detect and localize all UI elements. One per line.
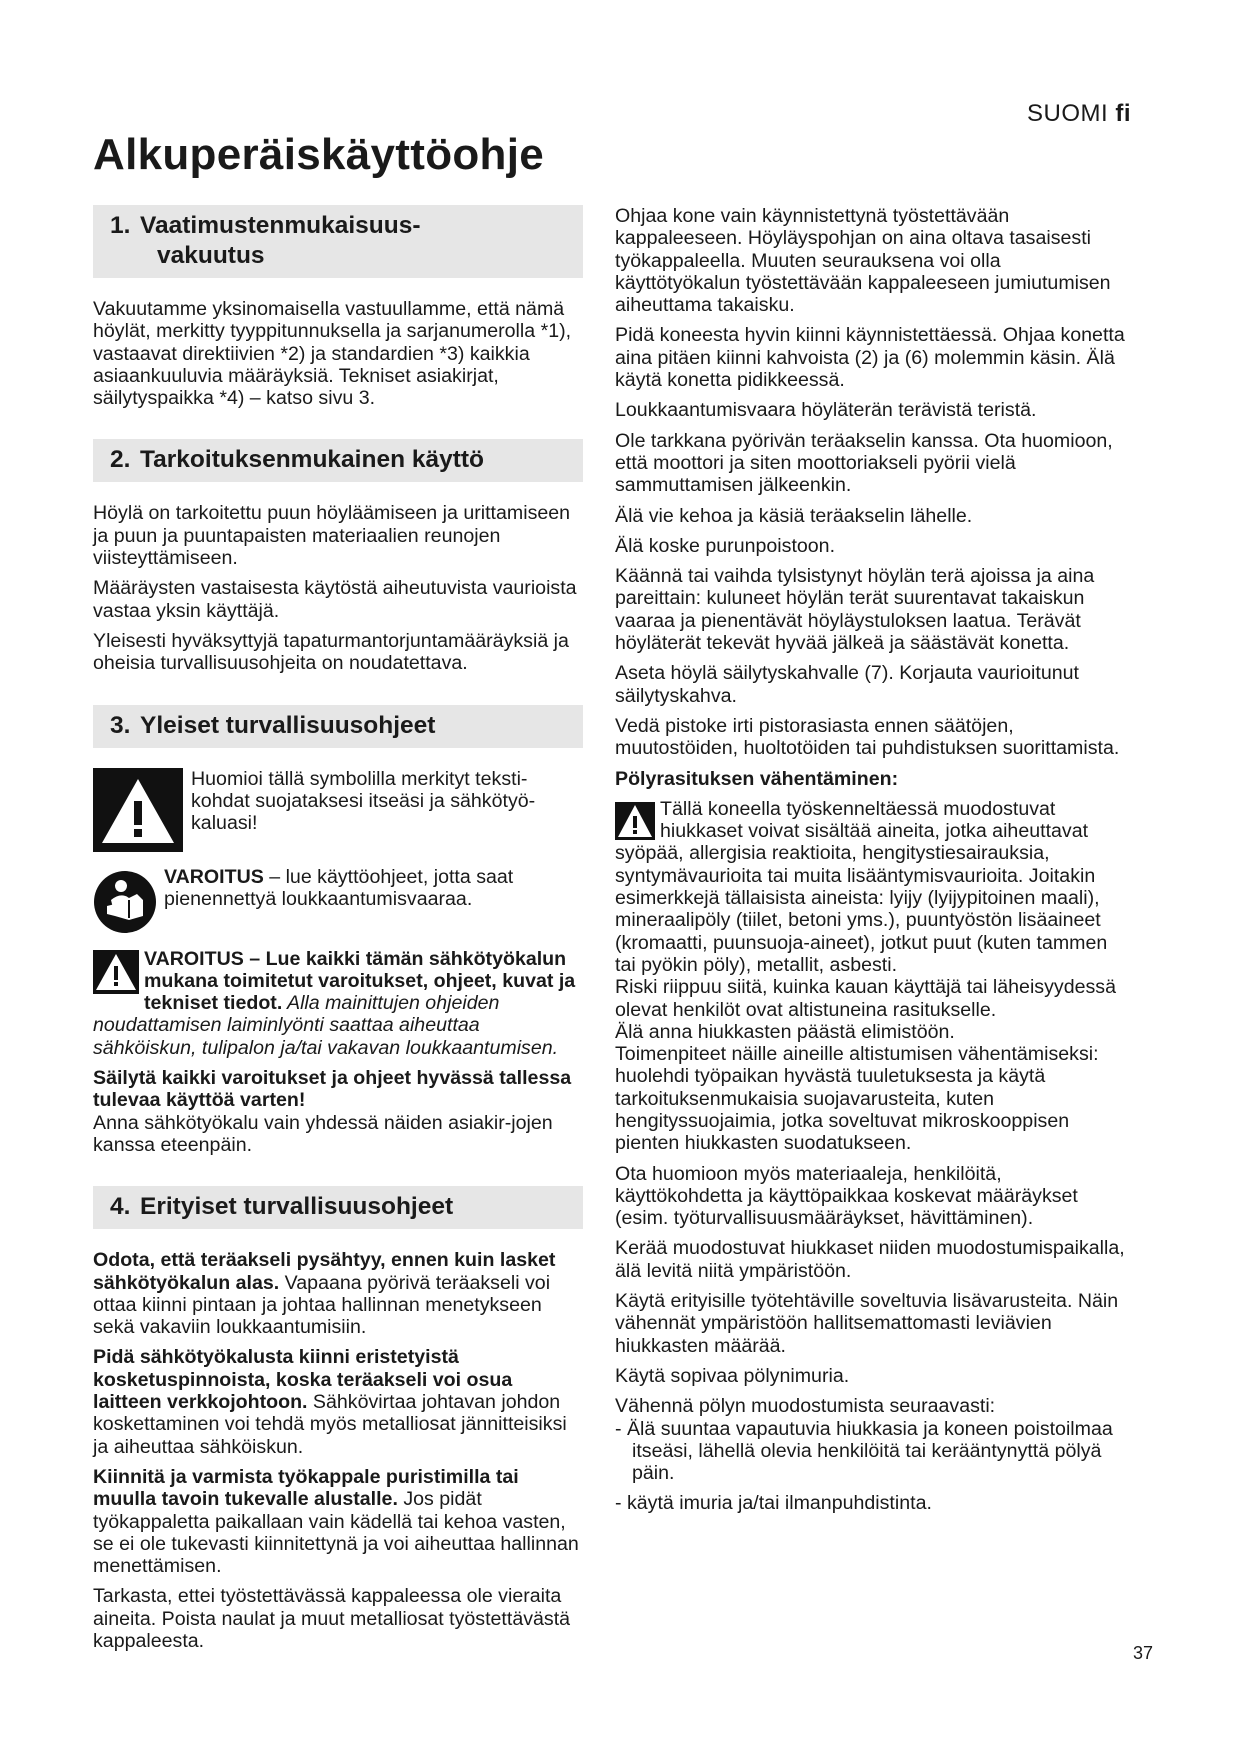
section-1-text: Vakuutamme yksinomaisella vastuullamme, että nämä höylät, merkitty tyyppitunnuksella ja sarjanumerolla *1), vastaavat direktiivien *2) ja standardien *3) kaikkia asiaankuuluvia määräyksiä. Tekniset asiakirjat, säilytyspaikka *4) – katso sivu 3. (93, 298, 572, 410)
section-4-heading: 4. Erityiset turvallisuusohjeet (93, 1186, 583, 1229)
section-4-p1: Odota, että teräakseli pysähtyy, ennen kuin lasket sähkötyökalun alas. Vapaana pyörivä teräakseli voi ottaa kiinni pintaan ja johtaa hallinnan menetykseen sekä vakaviin loukkaantumisiin. (93, 1249, 556, 1339)
general-warning-paragraph: VAROITUS – Lue kaikki tämän sähkötyökalun mukana toimitetut varoitukset, ohjeet, kuvat ja tekniset tiedot. Alla mainittujen ohjeiden noudattamisen laiminlyönti saattaa aiheuttaa sähköiskun, tulipalon ja/tai vakavan loukkaantumisen. (93, 947, 576, 1059)
section-2-p2: Määräysten vastaisesta käytöstä aiheutuvista vaurioista vastaa yksin käyttäjä. (93, 577, 577, 622)
page-number: 37 (1132, 1643, 1153, 1663)
right-p5: Älä vie kehoa ja käsiä teräakselin lähelle. (615, 504, 973, 527)
left-column (93, 205, 583, 1660)
read-manual-text: VAROITUS – lue käyttöohjeet, jotta saat pienennettyä loukkaantumisvaaraa. (164, 865, 514, 910)
right-p12: Käytä erityisille työtehtäville soveltuvia lisävarusteita. Näin vähennät ympäristöön hallitsemattomasti leviävien hiukkasten määrää. (615, 1290, 1119, 1357)
pass-on-instructions: Anna sähkötyökalu vain yhdessä näiden asiakir-jojen kanssa eteenpäin. (93, 1111, 553, 1156)
section-2-heading: 2. Tarkoituksenmukainen käyttö (93, 439, 583, 482)
section-2-p1: Höylä on tarkoitettu puun höyläämiseen ja urittamiseen ja puun ja puuntapaisten materiaalien reunojen viisteyttämiseen. (93, 502, 571, 570)
section-3-heading: 3. Yleiset turvallisuusohjeet (93, 705, 583, 748)
section-2-p3: Yleisesti hyväksyttyjä tapaturmantorjuntamääräyksiä ja oheisia turvallisuusohjeita on noudatettava. (93, 629, 569, 675)
right-p3: Loukkaantumisvaara höyläterän terävistä teristä. (615, 399, 1037, 422)
read-manual-row (93, 866, 583, 934)
section-1-heading: 1. Vaatimustenmukaisuus- vakuutus (93, 205, 583, 278)
read-manual-icon (93, 870, 157, 934)
right-p8: Aseta höylä säilytyskahvalle (7). Korjauta vaurioitunut säilytyskahva. (615, 662, 1079, 707)
page-title: Alkuperäiskäyttöohje (93, 130, 545, 179)
right-p1: Ohjaa kone vain käynnistettynä työstettävään kappaleeseen. Höyläyspohjan on aina oltava tasaisesti työkappaleella. Muuten seurauksena voi olla käyttötyökalun työstettävään kappaleeseen jumiutumisen aiheuttama takaisku. (615, 205, 1111, 317)
right-p13: Käytä sopivaa pölynimuria. (615, 1364, 850, 1387)
language-name: SUOMI (1026, 100, 1109, 127)
dust-list-item: - Älä suuntaa vapautuvia hiukkasia ja koneen poistoilmaa itseäsi, lähellä olevia henkilöitä tai kerääntynyttä pölyä päin. (615, 1417, 1113, 1485)
right-p6: Älä koske purunpoistoon. (615, 534, 836, 557)
language-code: fi (1115, 100, 1131, 127)
right-p2: Pidä koneesta hyvin kiinni käynnistettäessä. Ohjaa konetta aina pitäen kiinni kahvoista (2) ja (6) molemmin käsin. Älä käytä konetta pidikkeessä. (615, 324, 1125, 392)
right-p9: Vedä pistoke irti pistorasiasta ennen säätöjen, muutostöiden, huoltotöiden tai puhdistuksen suorittamista. (615, 714, 1120, 760)
language-label (1027, 100, 1131, 128)
section-4-p4: Tarkasta, ettei työstettävässä kappaleessa ole vieraita aineita. Poista naulat ja muut metalliosat työstettävästä kappaleesta. (93, 1585, 571, 1652)
right-column (615, 205, 1125, 1523)
right-p7: Käännä tai vaihda tylsistynyt höylän terä ajoissa ja aina pareittain: kuluneet höylän terät suurentavat takaiskun vaaraa ja pienentävät höyläystuloksen laatua. Terävät höyläterät tekevät hyvää jälkeä ja säästävät konetta. (615, 565, 1095, 655)
dust-list-item: - käytä imuria ja/tai ilmanpuhdistinta. (615, 1492, 932, 1515)
right-p4: Ole tarkkana pyörivän teräakselin kanssa. Ota huomioon, että moottori ja siten moottoriakseli pyörii vielä sammuttamisen jälkeenkin. (615, 429, 1113, 497)
warning-triangle-small-icon (93, 950, 139, 994)
dust-p2: Riski riippuu siitä, kuinka kauan käyttäjä tai läheisyydessä olevat henkilöt ovat altistuneina rasitukselle. (615, 976, 1116, 1021)
dust-p3: Älä anna hiukkasten päästä elimistöön. (615, 1020, 955, 1043)
warning-triangle-icon (93, 768, 183, 852)
dust-p1: Tällä koneella työskenneltäessä muodostuvat hiukkaset voivat sisältää aineita, jotka aiheuttavat syöpää, allergisia reaktioita, hengitystiesairauksia, syntymävaurioita tai muita lisääntymisvaurioita. Joitakin esimerkkejä tällaisista aineista: lyijy (lyijypitoinen maali), mineraalipöly (tiilet, betoni yms.), puuntyöstön lisäaineet (kromaatti, puunsuoja-aineet), jotkut puut (kuten tammen tai pyökin pöly), metallit, asbesti. (615, 797, 1108, 976)
dust-warning-icon (615, 802, 655, 840)
section-4-p3: Kiinnitä ja varmista työkappale puristimilla tai muulla tavoin tukevalle alustalle. Jos pidät työkappaletta paikallaan vain kädellä tai kehoa vasten, se ei ole tukevasti kiinnitettynä ja voi aiheuttaa hallinnan menettämisen. (93, 1465, 579, 1578)
dust-p4: Toimenpiteet näille aineille altistumisen vähentämiseksi: huolehdi työpaikan hyvästä tuuletuksesta ja käytä tarkoituksenmukaisia suojavarusteita, kuten hengityssuojaimia, jotka soveltuvat mikroskooppisen pienten hiukkasten suodatukseen. (615, 1043, 1099, 1155)
section-4-p2: Pidä sähkötyökalusta kiinni eristetyistä kosketuspinnoista, koska teräakseli voi osua laitteen verkkojohtoon. Sähkövirtaa johtavan johdon koskettaminen voi tehdä myös metalliosat jännitteisiksi ja aiheuttaa sähköiskun. (93, 1346, 567, 1458)
right-p11: Kerää muodostuvat hiukkaset niiden muodostumispaikalla, älä levitä niitä ympäristöön. (615, 1237, 1125, 1282)
dust-heading: Pölyrasituksen vähentäminen: (615, 767, 899, 790)
symbol-note-text: Huomioi tällä symbolilla merkityt teksti-kohdat suojataksesi itseäsi ja sähkötyö-kaluasi! (191, 767, 536, 835)
right-p14: Vähennä pölyn muodostumista seuraavasti: (615, 1395, 996, 1418)
keep-instructions: Säilytä kaikki varoitukset ja ohjeet hyvässä tallessa tulevaa käyttöä varten! (93, 1067, 572, 1112)
symbol-note-row (93, 768, 583, 852)
right-p10: Ota huomioon myös materiaaleja, henkilöitä, käyttökohdetta ja käyttöpaikkaa koskevat määräykset (esim. työturvallisuusmääräykset, hävittäminen). (615, 1162, 1078, 1230)
